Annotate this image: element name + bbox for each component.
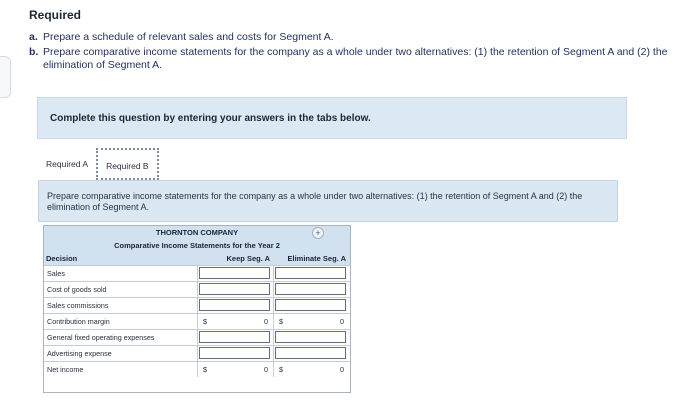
table-row: [44, 297, 350, 313]
keep-cell: [197, 330, 272, 345]
eliminate-cell: [273, 314, 348, 329]
eliminate-cell: [273, 330, 348, 345]
tab-bar: [38, 148, 159, 180]
statement-subtitle: Comparative Income Statements for the Year 2: [44, 239, 350, 252]
row-label: Sales: [47, 269, 65, 278]
currency-symbol: $: [203, 365, 207, 374]
column-header-eliminate: Eliminate Seg. A: [274, 252, 350, 265]
tab-required-b[interactable]: Required B: [96, 148, 159, 180]
currency-symbol: $: [203, 317, 207, 326]
page-heading: Required: [29, 8, 82, 22]
requirement-b: [29, 46, 689, 72]
row-label: General fixed operating expenses: [47, 333, 155, 342]
net-income-eliminate-value: 0: [340, 365, 344, 374]
table-row: [44, 313, 350, 329]
keep-cell: [197, 362, 272, 377]
contribution-keep-value: 0: [264, 317, 268, 326]
eliminate-cell: [273, 282, 348, 297]
keep-cell: [197, 266, 272, 281]
column-header-decision: Decision: [44, 252, 198, 265]
instruction-text: Complete this question by entering your answers in the tabs below.: [50, 113, 371, 124]
currency-symbol: $: [279, 365, 283, 374]
table-row: [44, 361, 350, 377]
eliminate-cell: [273, 266, 348, 281]
requirement-text: Prepare a schedule of relevant sales and costs for Segment A.: [43, 31, 334, 43]
row-label: Advertising expense: [47, 349, 112, 358]
requirement-text: Prepare comparative income statements for the company as a whole under two alternatives: (1) the retention of Segment A and (2) the elimination of Segment A.: [43, 46, 668, 71]
table-row: [44, 329, 350, 345]
row-label: Contribution margin: [47, 317, 110, 326]
cogs-eliminate-input[interactable]: [275, 283, 346, 295]
column-header-keep: Keep Seg. A: [198, 252, 274, 265]
row-label: Cost of goods sold: [47, 285, 107, 294]
keep-cell: [197, 282, 272, 297]
company-name: THORNTON COMPANY: [44, 226, 350, 239]
row-label: Net income: [47, 365, 84, 374]
tab-required-a[interactable]: Required A: [38, 148, 96, 180]
fixed-expenses-keep-input[interactable]: [199, 331, 270, 343]
income-statement-sheet: [43, 225, 351, 393]
table-row: [44, 281, 350, 297]
currency-symbol: $: [279, 317, 283, 326]
advertising-keep-input[interactable]: [199, 347, 270, 359]
sales-eliminate-input[interactable]: [275, 267, 346, 279]
keep-cell: [197, 298, 272, 313]
keep-cell: [197, 346, 272, 361]
question-panel: [38, 180, 618, 222]
panel-instruction: Prepare comparative income statements for the company as a whole under two alternatives: (1) the retention of Segment A and (2) the elimination of Segment A.: [47, 191, 583, 212]
sales-keep-input[interactable]: [199, 267, 270, 279]
row-label: Sales commissions: [47, 301, 109, 310]
eliminate-cell: [273, 362, 348, 377]
table-row: [44, 345, 350, 361]
commissions-eliminate-input[interactable]: [275, 299, 346, 311]
requirements-list: [29, 31, 689, 74]
eliminate-cell: [273, 346, 348, 361]
contribution-eliminate-value: 0: [340, 317, 344, 326]
eliminate-cell: [273, 298, 348, 313]
table-row: [44, 265, 350, 281]
requirement-letter: b.: [29, 46, 39, 58]
net-income-keep-value: 0: [264, 365, 268, 374]
left-rail-handle[interactable]: [0, 56, 11, 98]
requirement-letter: a.: [29, 31, 38, 43]
cogs-keep-input[interactable]: [199, 283, 270, 295]
commissions-keep-input[interactable]: [199, 299, 270, 311]
instruction-bar: [37, 97, 627, 139]
fixed-expenses-eliminate-input[interactable]: [275, 331, 346, 343]
requirement-a: [29, 31, 689, 44]
expand-plus-icon[interactable]: +: [312, 227, 324, 239]
keep-cell: [197, 314, 272, 329]
advertising-eliminate-input[interactable]: [275, 347, 346, 359]
